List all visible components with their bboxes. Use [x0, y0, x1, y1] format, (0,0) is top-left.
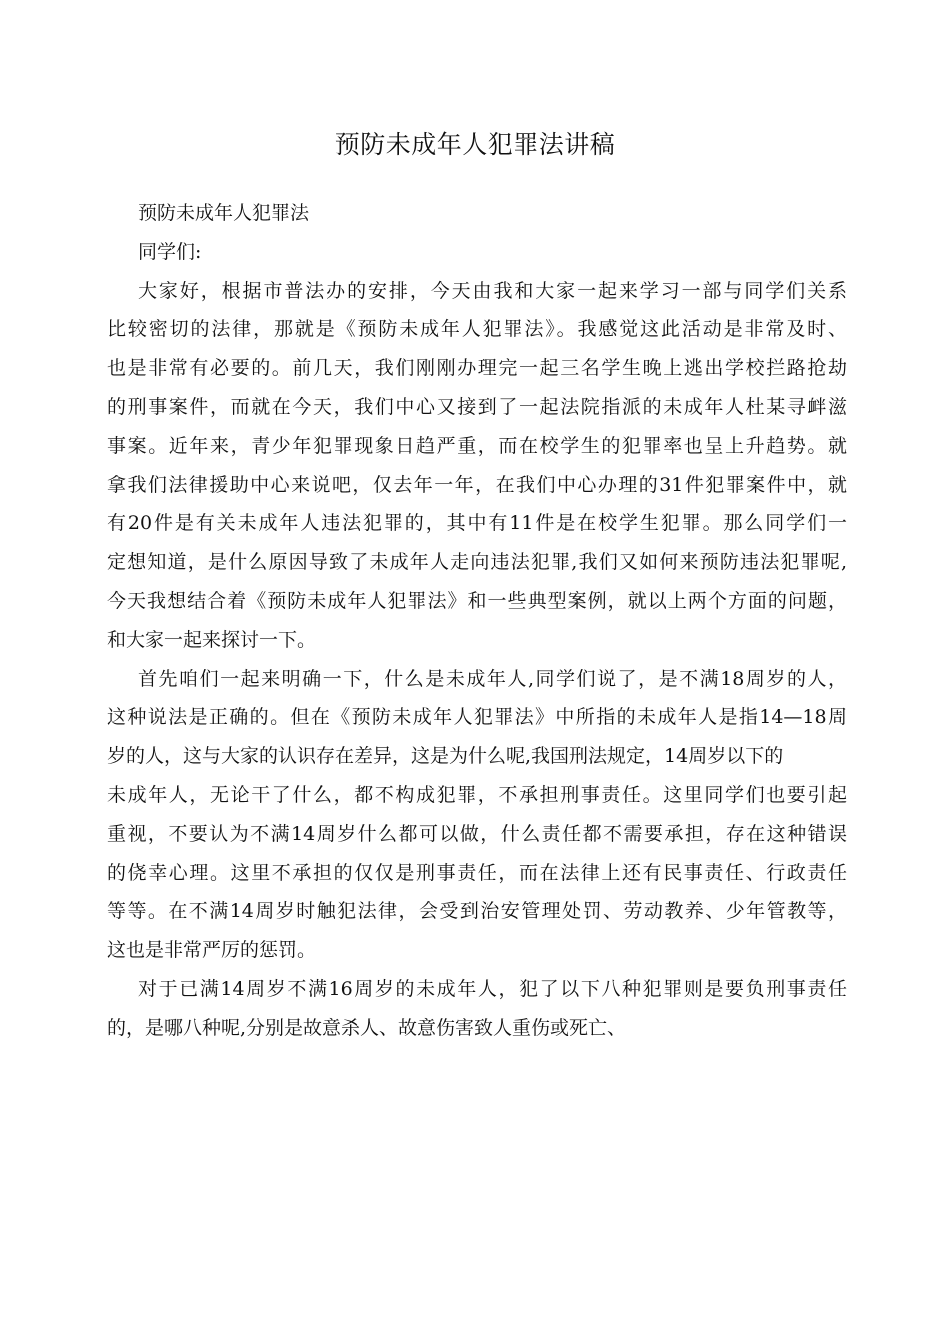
paragraph-line: 大家好，根据市普法办的安排，今天由我和大家一起来学习一部与同学们关系 — [138, 279, 847, 302]
paragraph-line: 首先咱们一起来明确一下，什么是未成年人,同学们说了，是不满18周岁的人， — [138, 667, 847, 690]
paragraph-line: 拿我们法律援助中心来说吧，仅去年一年，在我们中心办理的31件犯罪案件中，就 — [107, 473, 847, 496]
paragraph-line: 今天我想结合着《预防未成年人犯罪法》和一些典型案例，就以上两个方面的问题， — [107, 589, 847, 612]
paragraph-line: 岁的人，这与大家的认识存在差异，这是为什么呢,我国刑法规定，14周岁以下的 — [107, 745, 784, 768]
paragraph-line: 定想知道，是什么原因导致了未成年人走向违法犯罪,我们又如何来预防违法犯罪呢, — [107, 551, 847, 574]
paragraph-1 — [107, 272, 847, 660]
paragraph-line: 的，是哪八种呢,分别是故意杀人、故意伤害致人重伤或死亡、 — [107, 1016, 627, 1039]
paragraph-line: 的刑事案件，而就在今天，我们中心又接到了一起法院指派的未成年人杜某寻衅滋 — [107, 395, 847, 418]
paragraph-line: 对于已满14周岁不满16周岁的未成年人，犯了以下八种犯罪则是要负刑事责任 — [138, 977, 847, 1000]
paragraph-line: 比较密切的法律，那就是《预防未成年人犯罪法》。我感觉这此活动是非常及时、 — [107, 318, 847, 341]
paragraph-line: 未成年人，无论干了什么，都不构成犯罪，不承担刑事责任。这里同学们也要引起 — [107, 783, 847, 806]
paragraph-line: 有20件是有关未成年人违法犯罪的，其中有11件是在校学生犯罪。那么同学们一 — [107, 512, 847, 535]
document-title: 预防未成年人犯罪法讲稿 — [334, 130, 616, 159]
document-subtitle: 预防未成年人犯罪法 — [138, 202, 310, 224]
paragraph-2 — [107, 660, 847, 970]
paragraph-3 — [107, 970, 847, 1048]
greeting: 同学们: — [138, 240, 202, 263]
paragraph-line: 这也是非常严厉的惩罚。 — [107, 939, 317, 962]
paragraph-line: 等等。在不满14周岁时触犯法律，会受到治安管理处罚、劳动教养、少年管教等， — [107, 900, 847, 923]
paragraph-line: 也是非常有必要的。前几天，我们刚刚办理完一起三名学生晚上逃出学校拦路抢劫 — [107, 357, 847, 380]
paragraph-line: 这种说法是正确的。但在《预防未成年人犯罪法》中所指的未成年人是指14—18周 — [107, 706, 847, 729]
paragraph-line: 和大家一起来探讨一下。 — [107, 628, 317, 651]
paragraph-line: 的侥幸心理。这里不承担的仅仅是刑事责任，而在法律上还有民事责任、行政责任 — [107, 861, 847, 884]
paragraph-line: 事案。近年来，青少年犯罪现象日趋严重，而在校学生的犯罪率也呈上升趋势。就 — [107, 434, 847, 457]
paragraph-line: 重视，不要认为不满14周岁什么都可以做，什么责任都不需要承担，存在这种错误 — [107, 822, 847, 845]
document-body — [107, 194, 847, 1048]
